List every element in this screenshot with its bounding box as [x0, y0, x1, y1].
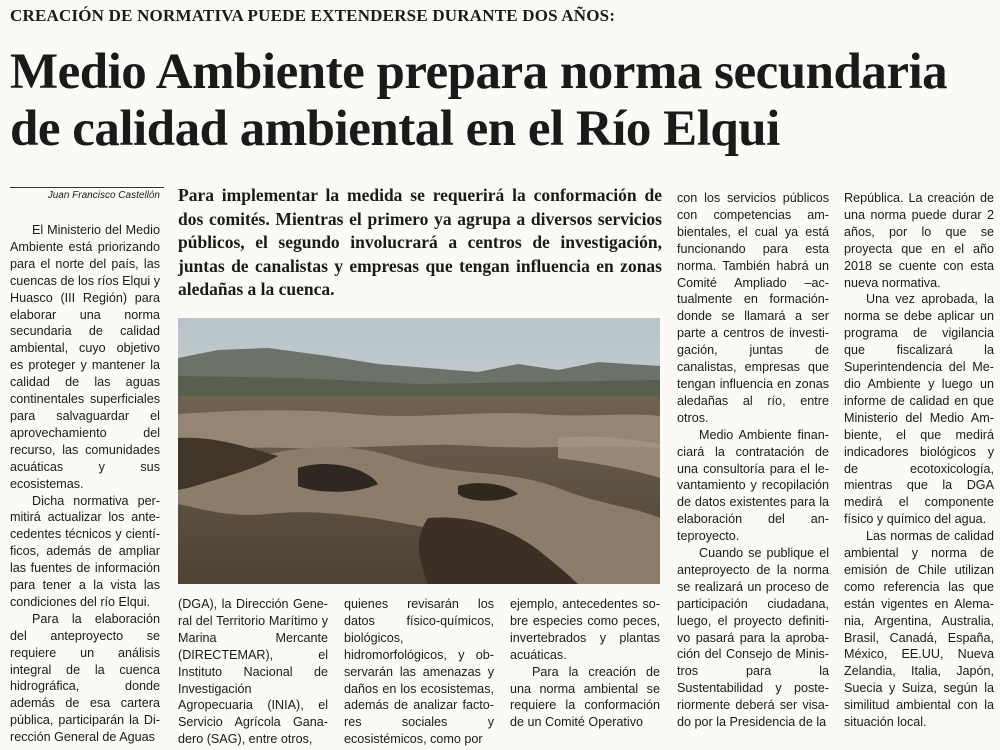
paragraph: Cuando se publique el anteproyecto de la norma se realizará un proceso de participación ciudadana, luego, el proyecto definitivo pasará para la aprobación del Consejo de Ministros para la Sustentabilidad y posteriormente deberá ser visado por la Presidencia de la [677, 546, 829, 730]
kicker: CREACIÓN DE NORMATIVA PUEDE EXTENDERSE DURANTE DOS AÑOS: [10, 6, 616, 25]
paragraph: Medio Ambiente financiará la contratación de una consultoría para el levantamiento y recopilación de datos existentes para la elaboración del anteproyecto. [677, 427, 829, 544]
subheadline: Para implementar la medida se requerirá la conformación de dos comités. Mientras el primero ya agrupa a diversos servicios públicos, el segundo involucrará a centros de investigación, juntas de canalistas y empresas que tengan influencia en zonas aledañas a la cuenca. [178, 185, 662, 299]
column-3 [344, 596, 494, 748]
paragraph: con los servicios públicos con competencias ambientales, el cual ya está funcionando para esta norma. También habrá un Comité Ampliado –actualmente en formacióndonde se llamará a ser parte a centros de investigación, juntas de canalistas, empresas que tengan influencia en zonas aledañas al río, entre otros. [677, 191, 829, 425]
river-photo [178, 318, 660, 584]
column-6 [844, 190, 994, 731]
column-1 [10, 222, 160, 746]
column-5 [677, 190, 829, 731]
paragraph: (DGA), la Dirección General del Territorio Marítimo y Marina Mercante (DIRECTEMAR), el Instituto Nacional de Investigación Agropecuaria (INIA), el Servicio Agrícola Ganadero (SAG), entre otros, [178, 597, 328, 747]
headline: Medio Ambiente prepara norma secundaria de calidad ambiental en el Río Elqui [10, 44, 948, 157]
paragraph: quienes revisarán los datos físico-químicos, biológicos, hidromorfológicos, y observarán las amenazas y daños en los ecosistemas, además de analizar factores sociales y ecosistémicos, como por [344, 597, 494, 747]
paragraph: República. La creación de una norma puede durar 2 años, por lo que se proyecta que en el año 2018 se cuente con esta nueva normativa. [844, 191, 994, 290]
paragraph: El Ministerio del Medio Ambiente está priorizando para el norte del país, las cuencas de los ríos Elqui y Huasco (III Región) para elaborar una norma secundaria de calidad ambiental, cuyo objetivo es proteger y mantener la calidad de las aguas continentales superficiales para salvaguardar el aprovechamiento del recurso, las comunidades acuáticas y sus ecosistemas. [10, 223, 160, 491]
paragraph: ejemplo, antecedentes sobre especies como peces, invertebrados y plantas acuáticas. [510, 597, 660, 662]
byline: Juan Francisco Castellón [47, 190, 160, 201]
paragraph: Las normas de calidad ambiental y norma de emisión de Chile utilizan como referencia las que están vigentes en Alemania, Argentina, Australia, Brasil, Canadá, España, México, EE.UU, Nueva Zelandia, Italia, Japón, Suecia y Suiza, según la similitud ambiental con la situación local. [844, 529, 994, 730]
paragraph: Para la elaboración del anteproyecto se requiere un análisis integral de la cuenca hidrográfica, donde además de esa cartera pública, participarán la Dirección General de Aguas [10, 611, 160, 745]
column-4 [510, 596, 660, 731]
paragraph: Para la creación de una norma ambiental se requiere la conformación de un Comité Operativo [510, 664, 660, 730]
paragraph: Dicha normativa permitirá actualizar los antecedentes técnicos y científicos, además de ampliar las fuentes de información para tener a la vista las condiciones del río Elqui. [10, 493, 160, 609]
column-2 [178, 596, 328, 748]
byline-rule [10, 187, 164, 188]
paragraph: Una vez aprobada, la norma se debe aplicar un programa de vigilancia que fiscalizará la Superintendencia del Medio Ambiente y luego un informe de calidad en que Ministerio del Medio Ambiente, el que medirá indicadores biológicos y de ecotoxicología, mientras que la DGA medirá el componente físico y químico del agua. [844, 292, 994, 527]
